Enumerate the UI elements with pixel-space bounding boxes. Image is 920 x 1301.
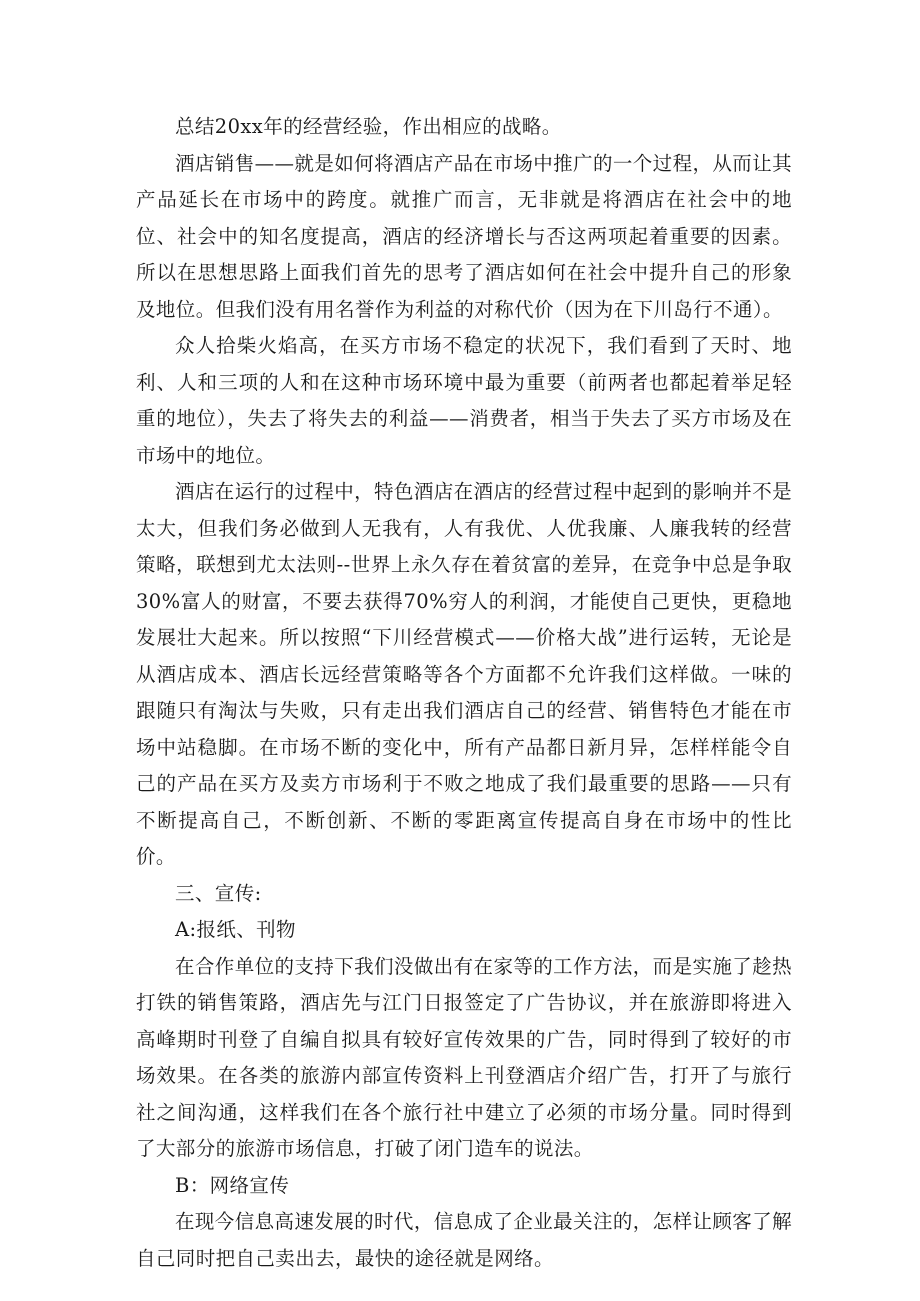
paragraph-summary: 总结20xx年的经营经验，作出相应的战略。 [175, 115, 562, 138]
paragraph-hotel-sales: 酒店销售——就是如何将酒店产品在市场中推广的一个过程，从而让其产品延长在市场中的跨度。就推广而言，无非就是将酒店在社会中的地位、社会中的知名度提高，酒店的经济增长与否这两项起着重要的因素。所以在思想思路上面我们首先的思考了酒店如何在社会中提升自己的形象及地位。但我们没有用名誉作为利益的对称代价（因为在下川岛行不通）。 [136, 151, 792, 321]
paragraph-teamwork: 众人拾柴火焰高，在买方市场不稳定的状况下，我们看到了天时、地利、人和三项的人和在这种市场环境中最为重要（前两者也都起着举足轻重的地位），失去了将失去的利益——消费者，相当于失去了买方市场及在市场中的地位。 [136, 334, 792, 467]
document-body [136, 109, 792, 1277]
paragraph-online-promotion: 在现今信息高速发展的时代，信息成了企业最关注的，怎样让顾客了解自己同时把自己卖出去，最快的途径就是网络。 [136, 1210, 792, 1270]
subheading-newspapers: A:报纸、刊物 [175, 918, 296, 941]
paragraph-newspaper-promotion: 在合作单位的支持下我们没做出有在家等的工作方法，而是实施了趁热打铁的销售策路，酒店先与江门日报签定了广告协议，并在旅游即将进入高峰期时刊登了自编自拟具有较好宣传效果的广告，同时得到了较好的市场效果。在各类的旅游内部宣传资料上刊登酒店介绍广告，打开了与旅行社之间沟通，这样我们在各个旅行社中建立了必须的市场分量。同时得到了大部分的旅游市场信息，打破了闭门造车的说法。 [136, 954, 792, 1160]
subheading-online-promotion: B：网络宣传 [175, 1173, 290, 1197]
paragraph-operations: 酒店在运行的过程中，特色酒店在酒店的经营过程中起到的影响并不是太大，但我们务必做到人无我有，人有我优、人优我廉、人廉我转的经营策略，联想到尤太法则--世界上永久存在着贫富的差异，在竞争中总是争取30%富人的财富，不要去获得70%穷人的利润，才能使自己更快，更稳地发展壮大起来。所以按照“下川经营模式——价格大战”进行运转，无论是从酒店成本、酒店长远经营策略等各个方面都不允许我们这样做。一味的跟随只有淘汰与失败，只有走出我们酒店自己的经营、销售特色才能在市场中站稳脚。在市场不断的变化中，所有产品都日新月异，怎样样能令自己的产品在买方及卖方市场利于不败之地成了我们最重要的思路——只有不断提高自己，不断创新、不断的零距离宣传提高自身在市场中的性比价。 [136, 480, 792, 868]
section-heading-publicity: 三、宣传: [175, 881, 262, 905]
